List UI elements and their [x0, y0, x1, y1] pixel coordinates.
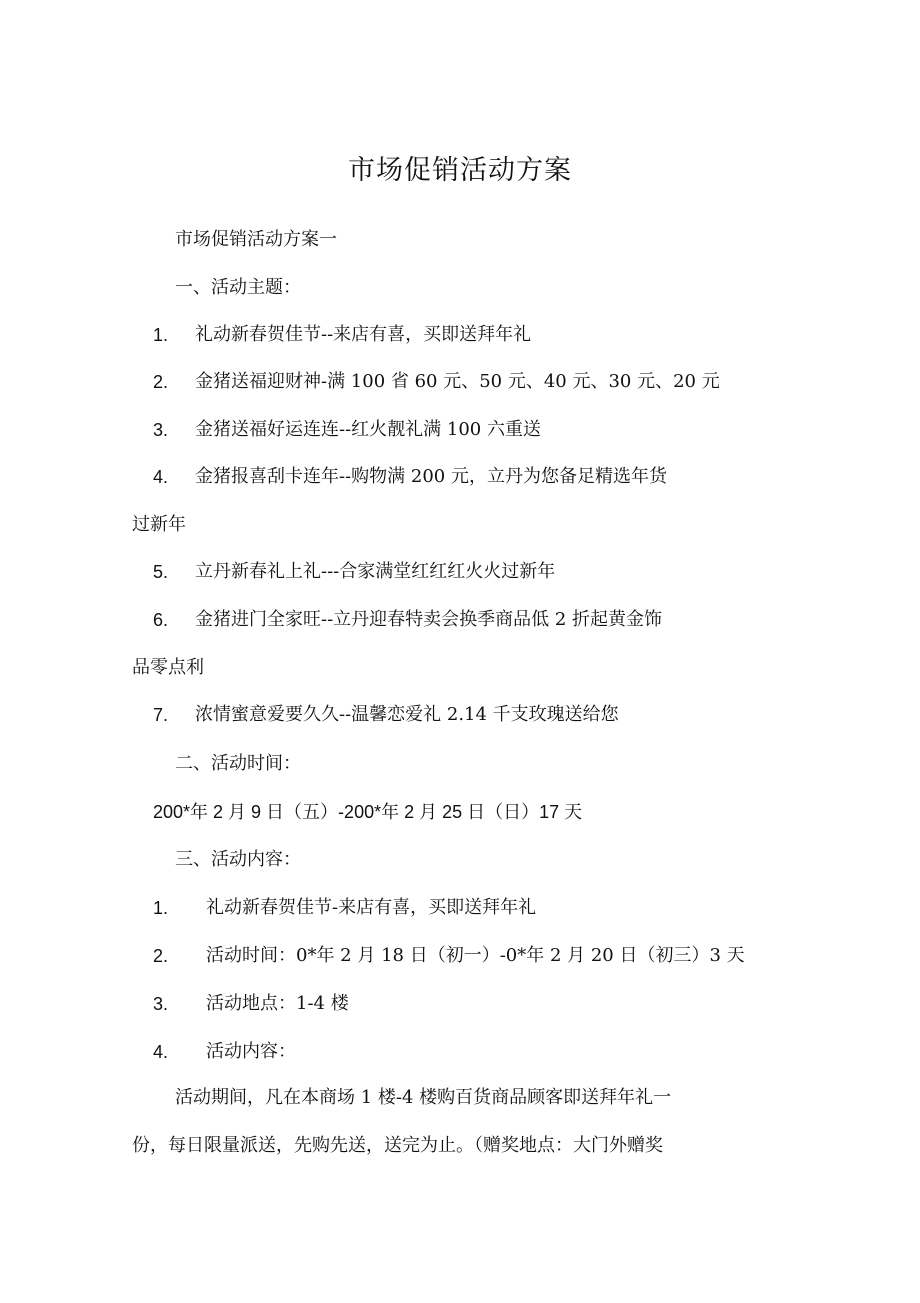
list-item-number: 2. — [153, 946, 169, 966]
list-item: 金猪送福迎财神-满 100 省 60 元、50 元、40 元、30 元、20 元 — [195, 371, 720, 392]
section1-heading: 一、活动主题： — [175, 277, 301, 298]
list-item: 浓情蜜意爱要久久--温馨恋爱礼 2.14 千支玫瑰送给您 — [195, 704, 619, 725]
subtitle: 市场促销活动方案一 — [175, 229, 337, 250]
list-item-number: 1. — [153, 898, 169, 918]
section2-heading: 二、活动时间： — [175, 753, 301, 774]
list-item-number: 3. — [153, 994, 169, 1014]
list-item: 金猪进门全家旺--立丹迎春特卖会换季商品低 2 折起黄金饰 — [195, 609, 663, 630]
list-item-number: 3. — [153, 420, 169, 440]
list-item-number: 4. — [153, 467, 169, 487]
document-title: 市场促销活动方案 — [348, 155, 572, 186]
section2-text: 200*年 2 月 9 日（五）-200*年 2 月 25 日（日）17 天 — [153, 802, 583, 822]
list-item-number: 7. — [153, 705, 169, 725]
list-item: 活动地点：1-4 楼 — [206, 993, 349, 1014]
list-item: 活动内容： — [206, 1041, 296, 1062]
list-item-number: 2. — [153, 372, 169, 392]
list-item: 礼动新春贺佳节--来店有喜，买即送拜年礼 — [195, 324, 532, 345]
list-item-continuation: 品零点利 — [132, 657, 204, 678]
paragraph-line: 活动期间，凡在本商场 1 楼-4 楼购百货商品顾客即送拜年礼一 — [175, 1087, 672, 1108]
list-item: 活动时间：0*年 2 月 18 日（初一）-0*年 2 月 20 日（初三）3 天 — [206, 945, 745, 966]
list-item-number: 5. — [153, 562, 169, 582]
list-item-number: 6. — [153, 610, 169, 630]
list-item-number: 4. — [153, 1042, 169, 1062]
list-item: 立丹新春礼上礼---合家满堂红红红火火过新年 — [195, 561, 556, 582]
paragraph-line: 份，每日限量派送，先购先送，送完为止。（赠奖地点：大门外赠奖 — [132, 1135, 663, 1156]
list-item-continuation: 过新年 — [132, 514, 186, 535]
list-item: 金猪报喜刮卡连年--购物满 200 元，立丹为您备足精选年货 — [195, 466, 667, 487]
section3-heading: 三、活动内容： — [175, 849, 301, 870]
list-item: 金猪送福好运连连--红火靓礼满 100 六重送 — [195, 419, 541, 440]
list-item: 礼动新春贺佳节-来店有喜，买即送拜年礼 — [206, 897, 537, 918]
list-item-number: 1. — [153, 325, 169, 345]
